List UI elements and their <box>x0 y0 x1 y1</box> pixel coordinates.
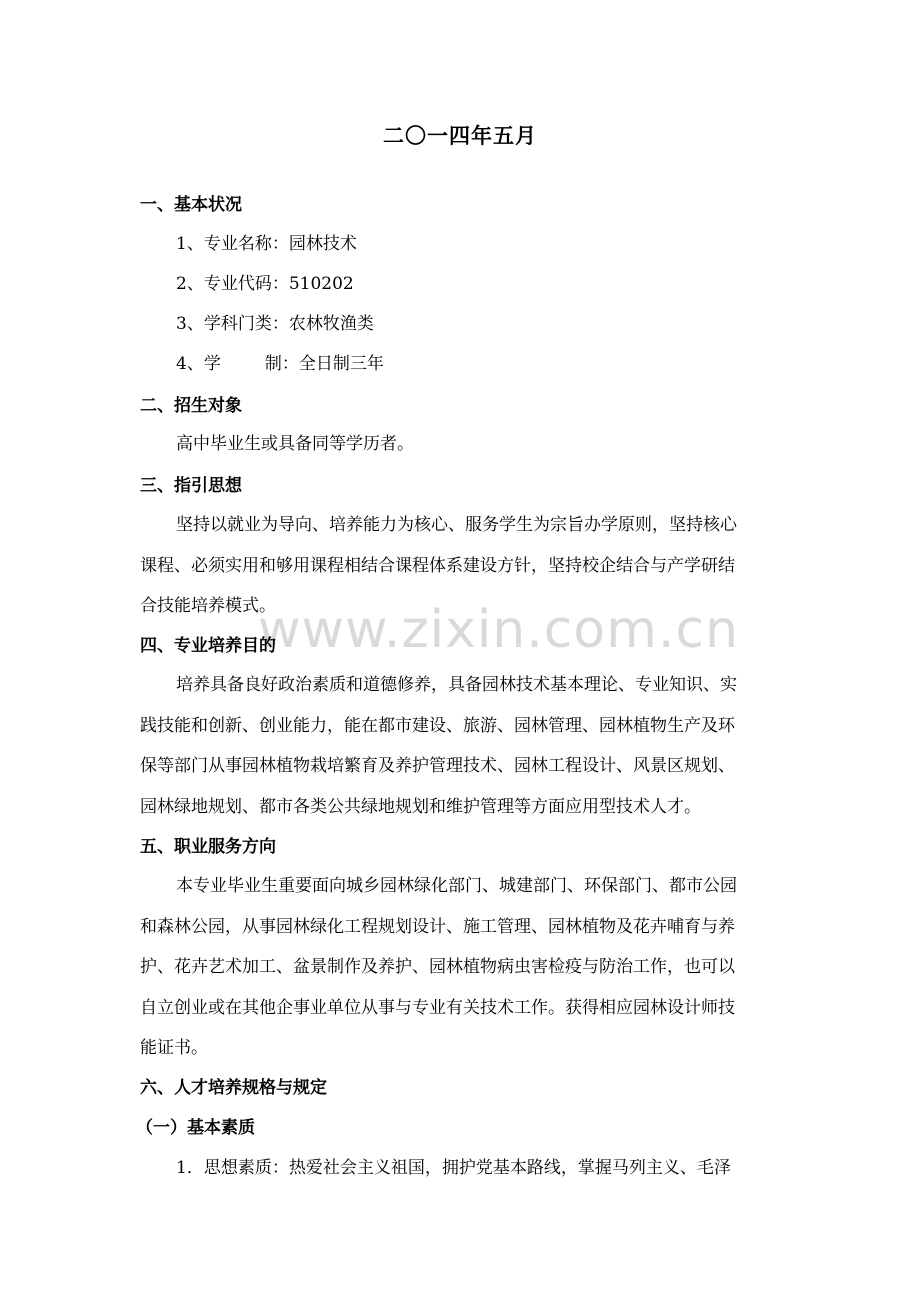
section-text-enrollment: 高中毕业生或具备同等学历者。 <box>176 434 414 454</box>
paragraph-line: 能证书。 <box>140 1038 208 1058</box>
paragraph-line: 课程、必须实用和够用课程相结合课程体系建设方针，坚持校企结合与产学研结 <box>140 555 735 576</box>
paragraph-line: 践技能和创新、创业能力，能在都市建设、旅游、园林管理、园林植物生产及环 <box>140 715 735 736</box>
item-value: 园林技术 <box>288 234 357 254</box>
section-heading-guiding-ideology: 三、指引思想 <box>140 476 242 496</box>
section-heading-talent-spec: 六、人才培养规格与规定 <box>140 1078 327 1098</box>
item-value: 农林牧渔类 <box>288 314 374 334</box>
paragraph-line: 保等部门从事园林植物栽培繁育及养护管理技术、园林工程设计、风景区规划、 <box>140 756 735 776</box>
item-label: 专业名称： <box>203 234 289 254</box>
item-label: 学科门类： <box>203 314 289 334</box>
paragraph-line: 自立创业或在其他企事业单位从事与专业有关技术工作。获得相应园林设计师技 <box>140 997 735 1018</box>
paragraph-line: 合技能培养模式。 <box>140 596 276 616</box>
paragraph-line: 本专业毕业生重要面向城乡园林绿化部门、城建部门、环保部门、都市公园 <box>176 876 737 896</box>
document-title: 二〇一四年五月 <box>383 124 537 148</box>
item-number: 1、 <box>176 234 204 254</box>
info-item-major-name <box>176 232 357 256</box>
subsection-heading-basic-quality: （一）基本素质 <box>136 1118 255 1138</box>
section-heading-training-objective: 四、专业培养目的 <box>140 636 276 656</box>
section-heading-career-direction: 五、职业服务方向 <box>140 837 276 857</box>
item-label-part-a: 学 <box>203 354 221 374</box>
section-heading-basic-info: 一、基本状况 <box>140 195 242 215</box>
item-number: 4、 <box>176 354 204 374</box>
paragraph-line: 培养具备良好政治素质和道德修养，具备园林技术基本理论、专业知识、实 <box>176 675 737 695</box>
paragraph-guiding-ideology <box>140 505 780 627</box>
paragraph-line: 和森林公园，从事园林绿化工程规划设计、施工管理、园林植物及花卉哺育与养 <box>140 916 735 937</box>
paragraph-career-direction <box>140 866 780 1069</box>
item-value: 全日制三年 <box>298 354 384 374</box>
info-item-duration <box>176 352 384 376</box>
paragraph-line: 1．思想素质：热爱社会主义祖国，拥护党基本路线，掌握马列主义、毛泽 <box>176 1158 731 1178</box>
item-number: 2、 <box>176 274 204 294</box>
info-item-major-code <box>176 272 354 296</box>
item-label: 专业代码： <box>203 274 289 294</box>
section-heading-enrollment: 二、招生对象 <box>140 396 242 416</box>
info-item-discipline <box>176 312 374 336</box>
paragraph-line: 坚持以就业为导向、培养能力为核心、服务学生为宗旨办学原则，坚持核心 <box>176 515 737 535</box>
paragraph-line: 护、花卉艺术加工、盆景制作及养护、园林植物病虫害检疫与防治工作，也可以 <box>140 957 735 977</box>
item-number: 3、 <box>176 314 204 334</box>
watermark: www.zixin.com.cn <box>258 600 739 660</box>
item-label-part-b: 制： <box>264 354 299 374</box>
paragraph-training-objective <box>140 665 780 827</box>
paragraph-line: 园林绿地规划、都市各类公共绿地规划和维护管理等方面应用型技术人才。 <box>140 796 701 817</box>
item-value: 510202 <box>288 274 354 294</box>
